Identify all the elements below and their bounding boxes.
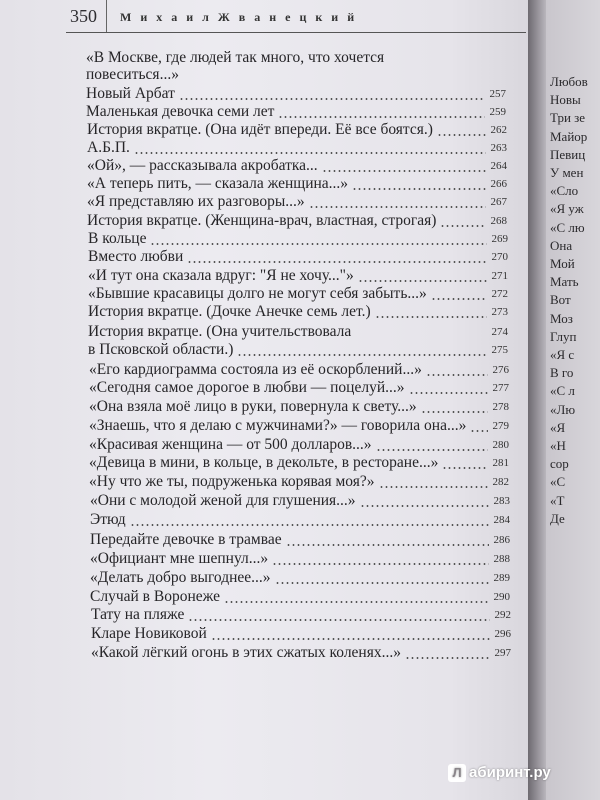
right-page-text-fragment: Любов <box>550 74 588 89</box>
toc-entry <box>87 176 507 192</box>
toc-entry <box>87 213 507 229</box>
toc-entry-title: «Девица в мини, в кольце, в декольте, в ресторане...» <box>89 454 439 471</box>
right-page-text-fragment: Три зе <box>550 110 586 126</box>
toc-entry-title: «Я представляю их разговоры...» <box>87 193 305 210</box>
toc-entry-page: 280 <box>492 439 509 451</box>
toc-entry-page: 289 <box>493 572 510 584</box>
right-page-text-fragment: Майор <box>550 128 588 144</box>
toc-entry-title: «Они с молодой женой для глушения...» <box>90 492 356 509</box>
dot-leader <box>211 638 490 640</box>
toc-entry-page: 279 <box>492 420 509 432</box>
toc-entry-page: 296 <box>494 628 511 640</box>
toc-entry-title: «Бывшие красавицы долго не могут себя забыть...» <box>88 285 427 302</box>
dot-leader <box>442 467 488 469</box>
toc-entry <box>88 304 508 320</box>
toc-entry-title: А.Б.П. <box>87 139 130 156</box>
toc-entry <box>86 67 506 83</box>
right-page-text-fragment: «С лю <box>550 219 585 235</box>
toc-entry <box>90 532 510 548</box>
toc-entry-page: 290 <box>493 591 510 603</box>
toc-entry-page: 281 <box>492 457 509 469</box>
toc-entry-title: повеситься...» <box>86 66 179 83</box>
right-page-text-fragment: «С л <box>550 383 575 399</box>
right-page-text-fragment: Мой <box>550 256 575 271</box>
toc-entry <box>88 342 508 358</box>
right-page-text-fragment: Вот <box>550 292 571 308</box>
dot-leader <box>431 298 487 300</box>
toc-entry-page: 286 <box>493 534 510 546</box>
toc-entry <box>89 455 509 471</box>
toc-entry-title: «Делать добро выгоднее...» <box>90 569 271 586</box>
toc-entry-page: 292 <box>494 609 511 621</box>
toc-entry-page: 262 <box>490 124 507 136</box>
right-page-text-fragment: «Я <box>550 419 566 435</box>
toc-entry-title: История вкратце. (Она идёт впереди. Её все боятся.) <box>87 121 433 138</box>
dot-leader <box>426 374 488 376</box>
dot-leader <box>409 392 488 394</box>
toc-entry-title: Кларе Новиковой <box>91 625 207 642</box>
right-page-text-fragment: Она <box>550 237 573 253</box>
toc-entry <box>89 474 509 490</box>
toc-entry-title: Тату на пляже <box>91 606 185 623</box>
labirint-watermark <box>448 764 551 782</box>
toc-entry-page: 276 <box>492 364 509 376</box>
dot-leader <box>224 601 489 603</box>
toc-entry-title: «Знаешь, что я делаю с мужчинами?» — говорила она...» <box>89 417 467 434</box>
dot-leader <box>437 134 486 136</box>
dot-leader <box>187 261 487 263</box>
dot-leader <box>440 225 486 227</box>
dot-leader <box>376 449 488 451</box>
toc-entry <box>89 418 509 434</box>
toc-entry-page: 270 <box>491 251 508 263</box>
toc-entry-title: «Какой лёгкий огонь в этих сжатых коленях...» <box>91 644 401 661</box>
toc-entry <box>88 324 508 340</box>
right-page-text-fragment: Мать <box>550 274 579 290</box>
toc-entry <box>91 607 511 623</box>
toc-entry-title: «И тут она сказала вдруг: "Я не хочу..."» <box>88 267 354 284</box>
dot-leader <box>470 430 488 432</box>
dot-leader <box>130 524 489 526</box>
dot-leader <box>237 354 487 356</box>
toc-entry-page: 277 <box>492 382 509 394</box>
right-page-text-fragment: Де <box>550 510 565 526</box>
right-page-text-fragment: У мен <box>550 165 584 180</box>
toc-entry <box>87 194 507 210</box>
toc-entry <box>88 231 508 247</box>
toc-entry <box>86 50 506 66</box>
toc-entry-page: 282 <box>492 476 509 488</box>
dot-leader <box>272 563 489 565</box>
toc-entry-title: История вкратце. (Дочке Анечке семь лет.) <box>88 303 371 320</box>
page-number: 350 <box>70 6 97 26</box>
right-page-text-fragment: «Лю <box>550 401 576 417</box>
toc-entry-page: 283 <box>493 495 510 507</box>
toc-entry-title: «Его кардиограмма состояла из её оскорблений...» <box>89 361 422 378</box>
toc-entry-title: История вкратце. (Она учительствовала <box>88 323 352 340</box>
right-page-text-fragment: «Сло <box>550 183 579 199</box>
dot-leader <box>379 486 488 488</box>
toc-entry <box>90 512 510 528</box>
toc-entry-title: «Официант мне шепнул...» <box>90 550 269 567</box>
toc-entry-title: «Ой», — рассказывала акробатка... <box>87 157 318 174</box>
toc-entry-page: 275 <box>491 344 508 356</box>
toc-entry-title: Маленькая девочка семи лет <box>86 103 275 120</box>
toc-entry <box>89 399 509 415</box>
toc-entry-title: «А теперь пить, — сказала женщина...» <box>87 175 349 192</box>
toc-entry-title: Вместо любви <box>88 248 184 265</box>
toc-entry-title: История вкратце. (Женщина-врач, властная, строгая) <box>87 212 437 229</box>
right-page-edge <box>546 0 600 800</box>
dot-leader <box>188 619 490 621</box>
toc-entry-page: 266 <box>490 178 507 190</box>
right-page-text-fragment: Глуп <box>550 328 577 344</box>
toc-entry-page: 288 <box>493 553 510 565</box>
toc-entry-page: 274 <box>491 326 508 338</box>
toc-entry-page: 268 <box>490 215 507 227</box>
right-page-text-fragment: «Я с <box>550 347 575 362</box>
toc-entry-title: Случай в Воронеже <box>90 588 221 605</box>
toc-entry-title: «В Москве, где людей так много, что хочется <box>86 49 385 66</box>
toc-entry-title: «Она взяла моё лицо в руки, повернула к свету...» <box>89 398 417 415</box>
toc-entry-title: в Псковской области.) <box>88 341 234 358</box>
right-page-text-fragment: Певиц <box>550 146 586 162</box>
toc-entry <box>90 570 510 586</box>
toc-entry <box>88 249 508 265</box>
dot-leader <box>150 243 487 245</box>
toc-entry <box>87 122 507 138</box>
toc-entry-title: «Красивая женщина — от 500 долларов...» <box>89 436 372 453</box>
toc-entry-page: 297 <box>494 647 511 659</box>
toc-entry <box>87 158 507 174</box>
toc-entry <box>90 589 510 605</box>
dot-leader <box>358 280 487 282</box>
toc-entry-page: 272 <box>491 288 508 300</box>
toc-entry <box>91 645 511 661</box>
right-page-text-fragment: «Н <box>550 438 566 453</box>
watermark-text: абиринт.ру <box>469 764 551 781</box>
toc-entry <box>91 626 511 642</box>
toc-entry-page: 267 <box>490 196 507 208</box>
toc-entry-page: 263 <box>490 142 507 154</box>
running-head-author: М и х а и л Ж в а н е ц к и й <box>120 10 358 24</box>
toc-entry <box>90 493 510 509</box>
toc-entry-page: 257 <box>489 88 506 100</box>
labirint-logo-icon: Л <box>448 764 466 782</box>
right-page-text-fragment: «Т <box>550 492 565 508</box>
dot-leader <box>360 505 489 507</box>
toc-entry <box>89 362 509 378</box>
toc-entry-page: 259 <box>489 106 506 118</box>
dot-leader <box>405 657 490 659</box>
toc-entry-title: В кольце <box>88 230 147 247</box>
toc-entry-title: «Ну что же ты, подруженька корявая моя?» <box>89 473 375 490</box>
dot-leader <box>322 170 486 172</box>
right-page-text-fragment: Моз <box>550 310 573 326</box>
toc-entry-page: 271 <box>491 270 508 282</box>
toc-entry-page: 278 <box>492 401 509 413</box>
toc-entry-title: Этюд <box>90 511 126 528</box>
toc-entry <box>89 437 509 453</box>
book-gutter <box>528 0 546 800</box>
dot-leader <box>134 152 486 154</box>
dot-leader <box>421 411 488 413</box>
dot-leader <box>352 188 486 190</box>
toc-entry-page: 264 <box>490 160 507 172</box>
right-page-text-fragment: В го <box>550 365 574 381</box>
toc-entry <box>90 551 510 567</box>
right-page-text-fragment: сор <box>550 456 569 472</box>
toc-entry-page: 284 <box>493 514 510 526</box>
dot-leader <box>179 98 485 100</box>
dot-leader <box>375 316 487 318</box>
toc-entry <box>87 140 507 156</box>
dot-leader <box>275 582 489 584</box>
toc-entry-title: «Сегодня самое дорогое в любви — поцелуй...» <box>89 379 405 396</box>
toc-entry <box>86 104 506 120</box>
dot-leader <box>278 116 485 118</box>
dot-leader <box>286 544 489 546</box>
toc-entry-page: 273 <box>491 306 508 318</box>
toc-entry <box>88 268 508 284</box>
right-page-text-fragment: «Я уж <box>550 201 584 217</box>
toc-entry-title: Новый Арбат <box>86 85 175 102</box>
toc-entry <box>86 86 506 102</box>
toc-entry-title: Передайте девочке в трамвае <box>90 531 282 548</box>
right-page-text-fragment: «С <box>550 474 566 490</box>
toc-entry <box>88 286 508 302</box>
toc-entry-page: 269 <box>491 233 508 245</box>
right-page-text-fragment: Новы <box>550 92 581 108</box>
dot-leader <box>309 206 486 208</box>
toc-entry <box>89 380 509 396</box>
